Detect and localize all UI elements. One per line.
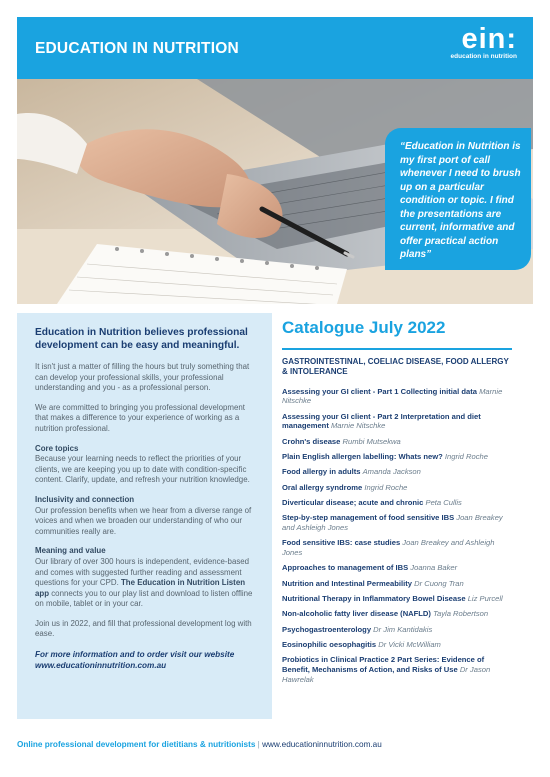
catalogue-item-title: Plain English allergen labelling: Whats new? xyxy=(282,451,443,461)
catalogue-item-title: Probiotics in Clinical Practice 2 Part Series: Evidence of Benefit, Mechanisms of Action, and Risks of Use xyxy=(282,655,485,674)
catalogue-divider xyxy=(282,348,512,350)
listen-app-name: The Education in Nutrition Listen app xyxy=(35,578,246,598)
catalogue-item xyxy=(282,498,512,508)
testimonial-quote: “Education in Nutrition is my first port of call whenever I need to brush up on a particular condition or topic. I find the presentations are current, informative and offer practical action plans” xyxy=(385,128,531,270)
footer-website-link[interactable]: www.educationinnutrition.com.au xyxy=(262,740,382,749)
catalogue-item-author: Peta Cullis xyxy=(425,497,462,507)
catalogue-item-title: Approaches to management of IBS xyxy=(282,563,409,573)
ein-logo xyxy=(451,25,517,61)
logo-subtitle: education in nutrition xyxy=(450,53,517,60)
catalogue-item xyxy=(282,437,512,447)
catalogue-item xyxy=(282,483,512,493)
logo-mark: ein: xyxy=(461,23,517,55)
catalogue-item xyxy=(282,640,512,650)
catalogue-item xyxy=(282,387,512,407)
catalogue-item-author: Dr Vicki McWilliam xyxy=(378,639,441,649)
catalogue-item xyxy=(282,594,512,604)
catalogue-item xyxy=(282,467,512,477)
core-topics-text: Because your learning needs to reflect the priorities of your clients, we are keeping you up to date with condition-specific content. Clarify, update, and refresh your nutrition knowledge. xyxy=(35,454,250,485)
catalogue-item-author: Marnie Nitschke xyxy=(330,421,386,431)
inclusivity-heading: Inclusivity and connection xyxy=(35,494,135,504)
catalogue-item xyxy=(282,655,512,684)
website-cta[interactable]: For more information and to order visit our website www.educationinnutrition.com.au xyxy=(35,650,235,671)
catalogue-item-author: Joanna Baker xyxy=(410,563,458,573)
catalogue-section-heading: GASTROINTESTINAL, COELIAC DISEASE, FOOD ALLERGY & INTOLERANCE xyxy=(282,356,509,376)
meaning-block xyxy=(35,546,256,610)
catalogue-item xyxy=(282,625,512,635)
footer-separator: | xyxy=(257,740,260,749)
catalogue-item xyxy=(282,609,512,619)
inclusivity-text: Our profession benefits when we hear from a diverse range of voices and when we broaden our understanding of who our communities really are. xyxy=(35,505,252,536)
catalogue-item xyxy=(282,563,512,573)
catalogue-item-title: Step-by-step management of food sensitive IBS xyxy=(282,513,455,523)
catalogue-list xyxy=(282,387,512,685)
meaning-heading: Meaning and value xyxy=(35,546,106,556)
catalogue-item-author: Dr Jason Hawrelak xyxy=(282,664,491,684)
about-intro: Education in Nutrition believes professional development can be easy and meaningful. xyxy=(35,327,248,351)
about-paragraph-2: We are committed to bringing you professional development that makes a difference to your experience of working as a nutrition professional. xyxy=(35,402,245,433)
catalogue-item-author: Tayla Robertson xyxy=(433,609,489,619)
catalogue-item-author: Dr Jim Kantidakis xyxy=(373,624,433,634)
catalogue-item xyxy=(282,538,512,558)
meaning-text-a: Our library of over 300 hours is independent, evidence-based and comes with suggested further reading and assessment questions for your CPD. xyxy=(35,556,250,588)
catalogue-item-title: Non-alcoholic fatty liver disease (NAFLD) xyxy=(282,609,431,619)
core-topics-heading: Core topics xyxy=(35,443,79,453)
footer xyxy=(17,740,533,750)
catalogue-item-author: Amanda Jackson xyxy=(362,467,421,477)
catalogue-item-title: Crohn's disease xyxy=(282,436,341,446)
catalogue-item-title: Food sensitive IBS: case studies xyxy=(282,538,401,548)
catalogue-item-title: Psychogastroenterology xyxy=(282,624,372,634)
catalogue-item-title: Oral allergy syndrome xyxy=(282,482,363,492)
catalogue-item-author: Joan Breakey and Ashleigh Jones xyxy=(282,513,503,532)
core-topics-block xyxy=(35,444,256,486)
catalogue-item-author: Joan Breakey and Ashleigh Jones xyxy=(282,538,495,558)
catalogue-item-title: Assessing your GI client - Part 1 Collecting initial data xyxy=(282,386,477,396)
catalogue-item-author: Ingrid Roche xyxy=(444,451,488,461)
inclusivity-block xyxy=(35,495,256,537)
meaning-text-b: connects you to our play list and download to listen offline on mobile, tablet or in your car. xyxy=(35,588,253,609)
catalogue-item xyxy=(282,513,512,533)
footer-tagline: Online professional development for dietitians & nutritionists xyxy=(17,740,256,749)
catalogue-item-author: Marnie Nitschke xyxy=(282,386,503,406)
meaning-text xyxy=(35,557,256,610)
catalogue-item-author: Rumbi Mutsekwa xyxy=(342,436,401,446)
catalogue-title: Catalogue July 2022 xyxy=(282,318,446,337)
catalogue-item-title: Eosinophilic oesophagitis xyxy=(282,639,377,649)
catalogue-item-author: Dr Cuong Tran xyxy=(414,578,464,588)
catalogue-item-author: Liz Purcell xyxy=(467,593,503,603)
about-panel xyxy=(17,313,272,719)
catalogue-item-title: Assessing your GI client - Part 2 Interpretation and diet management xyxy=(282,411,481,431)
about-paragraph-1: It isn't just a matter of filling the hours but truly something that can develop your professional skills, your professional understanding and you - as a professional person. xyxy=(35,362,250,393)
brand-title: EDUCATION IN NUTRITION xyxy=(35,40,239,57)
join-text: Join us in 2022, and fill that professional development log with ease. xyxy=(35,618,252,639)
catalogue-item xyxy=(282,412,512,432)
catalogue-item xyxy=(282,579,512,589)
catalogue-item xyxy=(282,452,512,462)
header-banner xyxy=(17,17,533,79)
catalogue-item-title: Diverticular disease; acute and chronic xyxy=(282,497,424,507)
catalogue-column xyxy=(282,318,512,690)
catalogue-item-title: Food allergy in adults xyxy=(282,467,361,477)
catalogue-item-title: Nutritional Therapy in Inflammatory Bowel Disease xyxy=(282,593,466,603)
catalogue-item-title: Nutrition and Intestinal Permeability xyxy=(282,578,412,588)
catalogue-item-author: Ingrid Roche xyxy=(364,482,408,492)
